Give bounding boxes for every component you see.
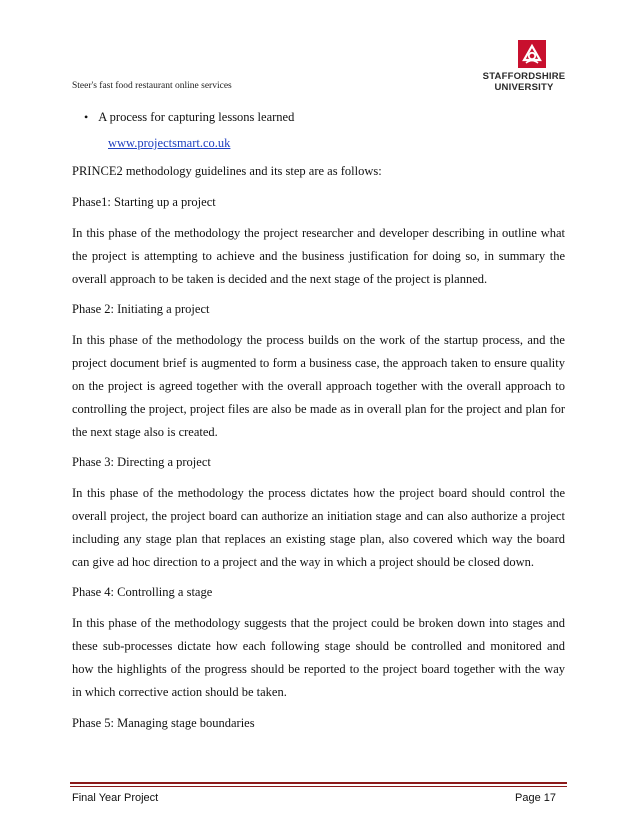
phase3-line: including any stage plan that replaces an existing stage plan, also covered which way the board: [72, 532, 565, 546]
footer-title: Final Year Project: [72, 792, 159, 804]
bullet-item: [84, 110, 294, 125]
phase4-line: how the highlights of the progress should be reported to the project board together with the way: [72, 662, 565, 676]
page-number: Page 17: [515, 792, 556, 804]
logo-text-line2: UNIVERSITY: [494, 82, 554, 93]
phase3-line: overall project, the project board can authorize an initiation stage and can also authorize a project: [72, 509, 565, 523]
phase3-heading: Phase 3: Directing a project: [72, 455, 211, 469]
phase4-line: In this phase of the methodology suggests that the project could be broken down into stages and: [72, 616, 565, 630]
university-logo: [474, 40, 574, 96]
phase1-line: In this phase of the methodology the project researcher and developer describing in outline what: [72, 226, 565, 240]
phase4-heading: Phase 4: Controlling a stage: [72, 585, 213, 599]
phase4-line: these sub-processes dictate how each following stage should be controlled and monitored and: [72, 639, 565, 653]
footer-divider: [70, 782, 567, 784]
phase5-heading: Phase 5: Managing stage boundaries: [72, 716, 255, 730]
reference-link[interactable]: www.projectsmart.co.uk: [108, 136, 231, 150]
phase2-line: controlling the project, project files are also be made as in overall plan for the project and plan for: [72, 402, 565, 416]
phase3-line: can give ad hoc direction to a project and the way in which a project should be closed down.: [72, 555, 535, 569]
phase1-heading: Phase1: Starting up a project: [72, 195, 216, 209]
bullet-text: A process for capturing lessons learned: [98, 110, 295, 124]
running-header: Steer's fast food restaurant online services: [72, 81, 232, 91]
phase2-heading: Phase 2: Initiating a project: [72, 302, 210, 316]
phase2-line: project document brief is augmented to form a business case, the approach taken to ensure quality: [72, 356, 565, 370]
phase1-line: overall approach to be taken is decided and the next stage of the project is planned.: [72, 272, 488, 286]
logo-text-line1: STAFFORDSHIRE: [482, 71, 566, 82]
phase4-line: in which corrective action should be taken.: [72, 685, 287, 699]
intro-paragraph: PRINCE2 methodology guidelines and its step are as follows:: [72, 164, 382, 178]
phase2-line: the next stage also is created.: [72, 425, 218, 439]
footer-divider-thin: [70, 786, 567, 787]
phase3-line: In this phase of the methodology the process dictates how the project board should control the: [72, 486, 565, 500]
phase1-line: the project is attempting to achieve and the business justification for doing so, in summary the: [72, 249, 565, 263]
phase2-line: on the project is agreed together with the overall approach together with the overall approach to: [72, 379, 565, 393]
university-crest-icon: [518, 40, 546, 68]
phase2-line: In this phase of the methodology the process builds on the work of the startup process, and the: [72, 333, 565, 347]
bullet-dot-icon: •: [84, 110, 89, 124]
